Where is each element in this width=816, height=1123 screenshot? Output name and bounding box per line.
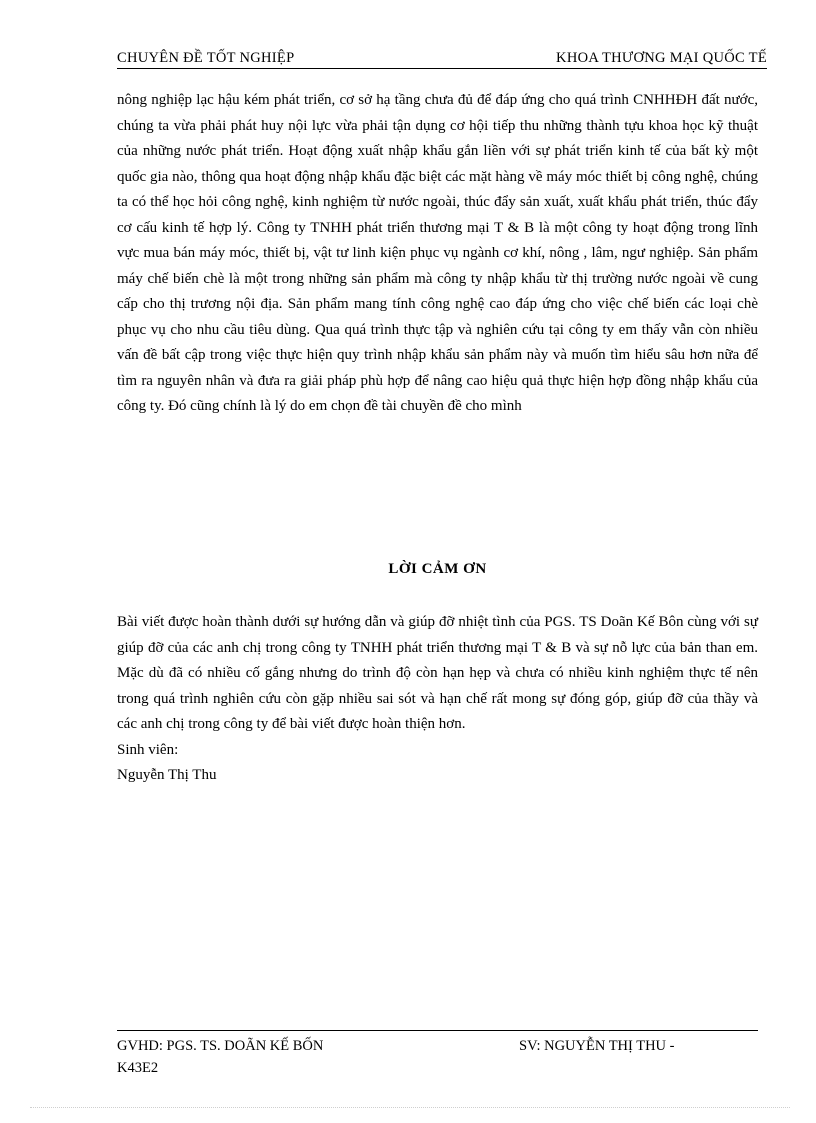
footer-class-code: K43E2 [117, 1060, 159, 1076]
body-section [117, 88, 758, 420]
acknowledgement-section [117, 610, 758, 789]
body-paragraph: nông nghiệp lạc hậu kém phát triển, cơ sở hạ tầng chưa đủ để đáp ứng cho quá trình CNHHĐH đất nước, chúng ta vừa phải phát huy nội lực vừa phải tận dụng cơ hội tiếp thu những thành tựu khoa học kỹ thuật của những nước phát triển. Hoạt động xuất nhập khẩu gắn liền với sự phát triển kinh tế của bất kỳ một quốc gia nào, thông qua hoạt động nhập khẩu đặc biệt các mặt hàng về máy móc thiết bị công nghệ, chúng ta có thể học hỏi công nghệ, kinh nghiệm từ nước ngoài, thúc đẩy sản xuất, xuất khẩu phát triển, thúc đẩy cơ cấu kinh tế hợp lý. Công ty TNHH phát triển thương mại T & B là một công ty hoạt động trong lĩnh vực mua bán máy móc, thiết bị, vật tư linh kiện phục vụ ngành cơ khí, nông , lâm, ngư nghiệp. Sản phẩm máy chế biến chè là một trong những sản phẩm mà công ty nhập khẩu từ thị trường nước ngoài về cung cấp cho thị trương nội địa. Sản phẩm mang tính công nghệ cao đáp ứng cho việc chế biến các loại chè phục vụ cho nhu cầu tiêu dùng. Qua quá trình thực tập và nghiên cứu tại công ty em thấy vẫn còn nhiều vấn đề bất cập trong việc thực hiện quy trình nhập khẩu sản phẩm này và muốn tìm hiểu sâu hơn nữa để tìm ra nguyên nhân và đưa ra giải pháp phù hợp để nâng cao hiệu quả thực hiện hợp đồng nhập khẩu của công ty. Đó cũng chính là lý do em chọn đề tài chuyền đề cho mình [117, 92, 758, 414]
signature-label: Sinh viên: [117, 741, 179, 758]
acknowledgement-paragraph: Bài viết được hoàn thành dưới sự hướng dẫn và giúp đỡ nhiệt tình của PGS. TS Doãn Kế Bôn cùng với sự giúp đỡ của các anh chị trong công ty TNHH phát triển thương mại T & B và sự nỗ lực của bản than em. Mặc dù đã có nhiều cố gắng nhưng do trình độ còn hạn hẹp và chưa có nhiều kinh nghiệm thực tế nên trong quá trình nghiên cứu còn gặp nhiều sai sót và hạn chế rất mong sự đóng góp, giúp đỡ của thầy và các anh chị trong công ty để bài viết được hoàn thiện hơn. [117, 614, 758, 732]
footer-advisor: GVHD: PGS. TS. DOÃN KẾ BỐN [117, 1038, 324, 1054]
header-right-title: KHOA THƯƠNG MẠI QUỐC TẾ [556, 50, 767, 66]
acknowledgement-heading: LỜI CẢM ƠN [388, 561, 487, 577]
header-left-title: CHUYÊN ĐỀ TỐT NGHIỆP [117, 50, 295, 66]
footer-student: SV: NGUYỄN THỊ THU - [519, 1038, 675, 1054]
signature-name: Nguyễn Thị Thu [117, 767, 217, 783]
page-header [117, 50, 767, 69]
page-bottom-divider [30, 1107, 790, 1108]
page-footer [117, 1030, 758, 1079]
